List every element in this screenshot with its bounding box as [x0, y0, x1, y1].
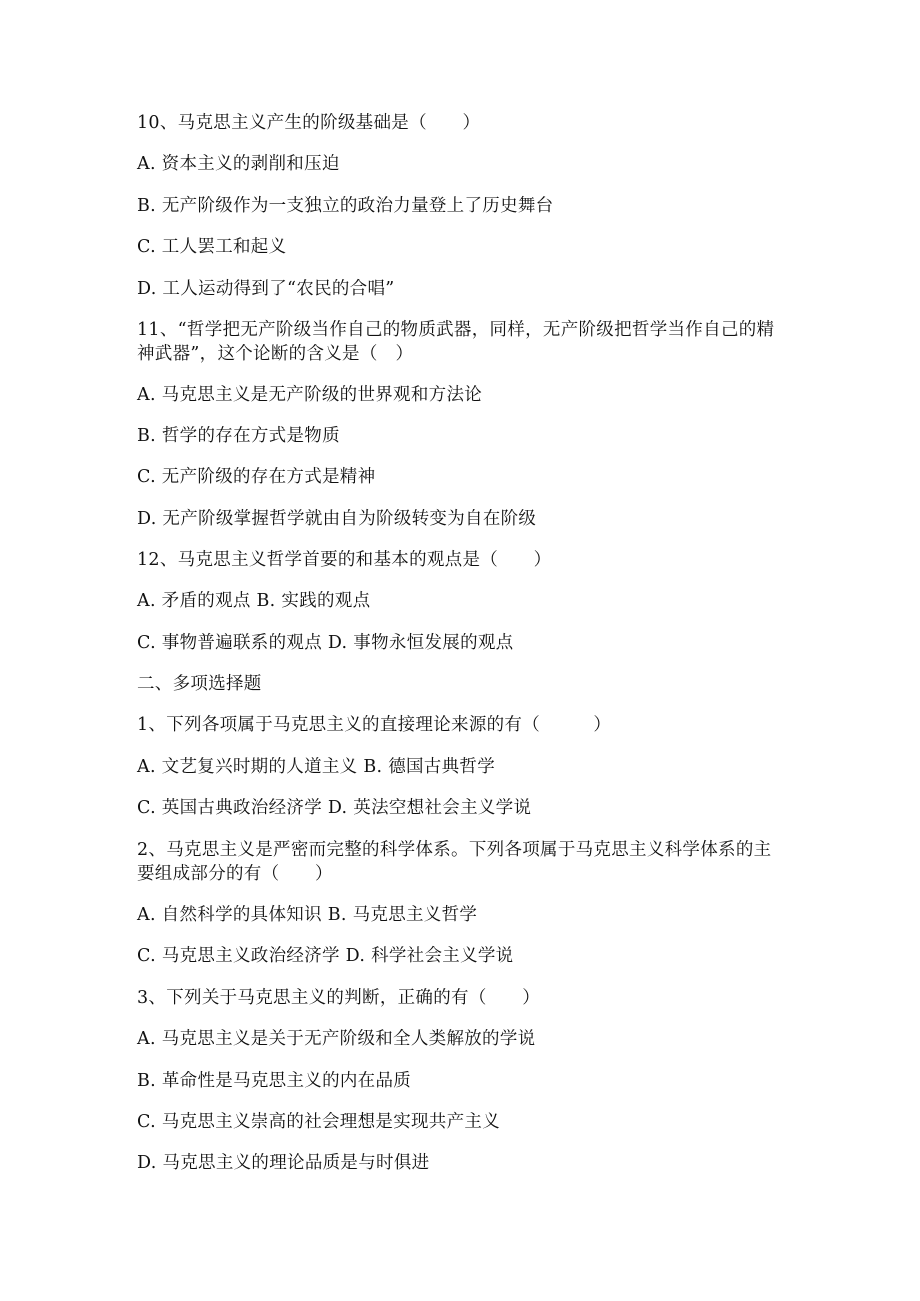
- question-12-options-ab: A. 矛盾的观点 B. 实践的观点: [137, 591, 371, 611]
- mc-question-1-options-ab: A. 文艺复兴时期的人道主义 B. 德国古典哲学: [137, 757, 496, 777]
- question-12-stem: 12、马克思主义哲学首要的和基本的观点是（ ）: [137, 550, 552, 570]
- section-heading-multiple-choice: 二、多项选择题: [137, 674, 262, 694]
- question-11-stem: 11、“哲学把无产阶级当作自己的物质武器，同样，无产阶级把哲学当作自己的精神武器”，这个论断的含义是（ ）: [137, 320, 775, 364]
- mc-question-3-option-c: C. 马克思主义崇高的社会理想是实现共产主义: [137, 1112, 500, 1132]
- question-10-option-c: C. 工人罢工和起义: [137, 237, 287, 257]
- question-10-option-b: B. 无产阶级作为一支独立的政治力量登上了历史舞台: [137, 196, 554, 216]
- question-11-option-b: B. 哲学的存在方式是物质: [137, 426, 340, 446]
- mc-question-3-option-a: A. 马克思主义是关于无产阶级和全人类解放的学说: [137, 1029, 536, 1049]
- question-10-option-d: D. 工人运动得到了“农民的合唱”: [137, 279, 395, 299]
- mc-question-3-option-b: B. 革命性是马克思主义的内在品质: [137, 1071, 412, 1091]
- mc-question-2-options-cd: C. 马克思主义政治经济学 D. 科学社会主义学说: [137, 946, 514, 966]
- question-11-option-c: C. 无产阶级的存在方式是精神: [137, 467, 376, 487]
- mc-question-1-options-cd: C. 英国古典政治经济学 D. 英法空想社会主义学说: [137, 798, 532, 818]
- question-10-stem: 10、马克思主义产生的阶级基础是（ ）: [137, 113, 481, 133]
- mc-question-1-stem: 1、下列各项属于马克思主义的直接理论来源的有（ ）: [137, 715, 612, 735]
- question-11-option-d: D. 无产阶级掌握哲学就由自为阶级转变为自在阶级: [137, 509, 537, 529]
- mc-question-2-stem: 2、马克思主义是严密而完整的科学体系。下列各项属于马克思主义科学体系的主要组成部分的有（ ）: [137, 840, 772, 884]
- question-10-option-a: A. 资本主义的剥削和压迫: [137, 154, 340, 174]
- mc-question-2-options-ab: A. 自然科学的具体知识 B. 马克思主义哲学: [137, 905, 478, 925]
- mc-question-3-option-d: D. 马克思主义的理论品质是与时俱进: [137, 1153, 430, 1173]
- question-11-option-a: A. 马克思主义是无产阶级的世界观和方法论: [137, 385, 483, 405]
- mc-question-3-stem: 3、下列关于马克思主义的判断，正确的有（ ）: [137, 988, 541, 1008]
- question-12-options-cd: C. 事物普遍联系的观点 D. 事物永恒发展的观点: [137, 633, 514, 653]
